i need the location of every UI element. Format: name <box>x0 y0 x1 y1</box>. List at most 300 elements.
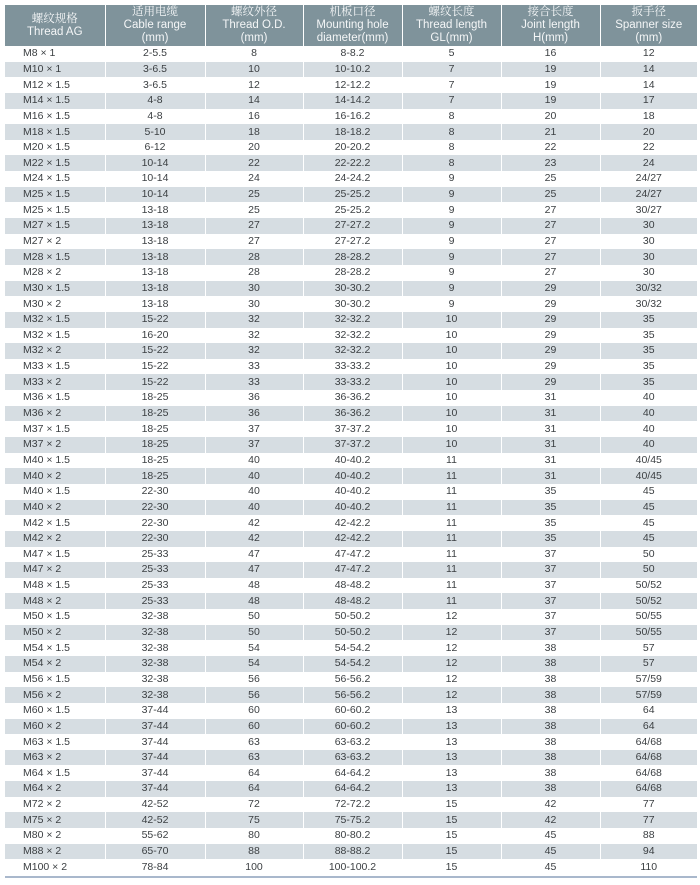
cell-thread-length-gl: 9 <box>402 202 501 218</box>
cell-cable-range: 22-30 <box>105 484 205 500</box>
table-row <box>5 109 697 125</box>
table-row <box>5 515 697 531</box>
cell-spanner-size: 57 <box>600 656 697 672</box>
cell-thread-length-gl: 7 <box>402 77 501 93</box>
cell-joint-length-h: 25 <box>501 171 600 187</box>
cell-spanner-size: 45 <box>600 484 697 500</box>
cell-mounting-hole-diameter: 30-30.2 <box>303 281 402 297</box>
cell-thread-od: 20 <box>205 140 303 156</box>
table-row <box>5 484 697 500</box>
table-row <box>5 359 697 375</box>
cell-thread-length-gl: 13 <box>402 765 501 781</box>
cell-thread-ag: M37 × 1.5 <box>5 421 105 437</box>
cell-cable-range: 3-6.5 <box>105 62 205 78</box>
column-header-zh-label: 接合长度 <box>527 6 574 18</box>
table-row <box>5 781 697 797</box>
cell-mounting-hole-diameter: 10-10.2 <box>303 62 402 78</box>
cell-cable-range: 15-22 <box>105 374 205 390</box>
cell-joint-length-h: 35 <box>501 484 600 500</box>
cell-thread-length-gl: 15 <box>402 828 501 844</box>
cell-mounting-hole-diameter: 25-25.2 <box>303 202 402 218</box>
cell-thread-ag: M22 × 1.5 <box>5 155 105 171</box>
cell-cable-range: 37-44 <box>105 781 205 797</box>
cell-cable-range: 32-38 <box>105 625 205 641</box>
cell-thread-ag: M37 × 2 <box>5 437 105 453</box>
cell-thread-length-gl: 11 <box>402 547 501 563</box>
cell-spanner-size: 30 <box>600 249 697 265</box>
table-row <box>5 218 697 234</box>
cell-cable-range: 13-18 <box>105 202 205 218</box>
cell-cable-range: 6-12 <box>105 140 205 156</box>
cell-thread-od: 36 <box>205 390 303 406</box>
cell-thread-ag: M47 × 2 <box>5 562 105 578</box>
cell-mounting-hole-diameter: 27-27.2 <box>303 218 402 234</box>
cell-joint-length-h: 38 <box>501 687 600 703</box>
table-row <box>5 672 697 688</box>
cell-thread-ag: M16 × 1.5 <box>5 109 105 125</box>
cell-joint-length-h: 29 <box>501 343 600 359</box>
cell-thread-od: 48 <box>205 578 303 594</box>
cell-cable-range: 65-70 <box>105 844 205 860</box>
cell-joint-length-h: 38 <box>501 719 600 735</box>
cell-thread-length-gl: 9 <box>402 281 501 297</box>
cell-thread-ag: M56 × 2 <box>5 687 105 703</box>
column-header-unit-label: (mm) <box>635 32 663 44</box>
cell-spanner-size: 77 <box>600 797 697 813</box>
cell-joint-length-h: 37 <box>501 609 600 625</box>
cell-spanner-size: 94 <box>600 844 697 860</box>
table-row <box>5 625 697 641</box>
table-row <box>5 374 697 390</box>
cell-joint-length-h: 27 <box>501 234 600 250</box>
cell-mounting-hole-diameter: 63-63.2 <box>303 750 402 766</box>
cell-thread-length-gl: 15 <box>402 859 501 875</box>
cell-thread-length-gl: 9 <box>402 296 501 312</box>
cell-mounting-hole-diameter: 25-25.2 <box>303 187 402 203</box>
cell-thread-od: 60 <box>205 719 303 735</box>
cell-cable-range: 37-44 <box>105 734 205 750</box>
cell-thread-length-gl: 8 <box>402 109 501 125</box>
column-header-en-label: Thread O.D. <box>222 19 286 31</box>
cell-joint-length-h: 38 <box>501 703 600 719</box>
cell-thread-ag: M54 × 1.5 <box>5 640 105 656</box>
cell-thread-od: 33 <box>205 374 303 390</box>
table-bottom-rule <box>5 876 697 878</box>
cell-joint-length-h: 37 <box>501 593 600 609</box>
cell-thread-length-gl: 15 <box>402 844 501 860</box>
cell-thread-ag: M18 × 1.5 <box>5 124 105 140</box>
cell-thread-length-gl: 11 <box>402 500 501 516</box>
table-row <box>5 609 697 625</box>
cell-mounting-hole-diameter: 14-14.2 <box>303 93 402 109</box>
cell-thread-length-gl: 8 <box>402 155 501 171</box>
table-header <box>5 5 697 46</box>
cell-spanner-size: 64/68 <box>600 765 697 781</box>
cell-thread-length-gl: 9 <box>402 187 501 203</box>
cell-joint-length-h: 38 <box>501 672 600 688</box>
cell-thread-ag: M32 × 1.5 <box>5 328 105 344</box>
cell-spanner-size: 57/59 <box>600 672 697 688</box>
cell-thread-length-gl: 11 <box>402 515 501 531</box>
cell-mounting-hole-diameter: 37-37.2 <box>303 437 402 453</box>
cell-joint-length-h: 29 <box>501 281 600 297</box>
cell-mounting-hole-diameter: 32-32.2 <box>303 343 402 359</box>
cell-thread-ag: M64 × 2 <box>5 781 105 797</box>
cell-mounting-hole-diameter: 40-40.2 <box>303 500 402 516</box>
cell-thread-od: 100 <box>205 859 303 875</box>
cell-thread-length-gl: 12 <box>402 609 501 625</box>
cell-mounting-hole-diameter: 22-22.2 <box>303 155 402 171</box>
cell-cable-range: 5-10 <box>105 124 205 140</box>
cell-thread-length-gl: 9 <box>402 234 501 250</box>
table-row <box>5 844 697 860</box>
cell-thread-length-gl: 12 <box>402 640 501 656</box>
table-row <box>5 390 697 406</box>
table-row <box>5 578 697 594</box>
cell-mounting-hole-diameter: 47-47.2 <box>303 547 402 563</box>
cell-joint-length-h: 45 <box>501 859 600 875</box>
cell-cable-range: 18-25 <box>105 406 205 422</box>
cell-spanner-size: 14 <box>600 77 697 93</box>
table-row <box>5 797 697 813</box>
table-row <box>5 77 697 93</box>
cell-mounting-hole-diameter: 64-64.2 <box>303 781 402 797</box>
cell-mounting-hole-diameter: 48-48.2 <box>303 593 402 609</box>
cell-cable-range: 15-22 <box>105 343 205 359</box>
cell-spanner-size: 45 <box>600 531 697 547</box>
cell-spanner-size: 30 <box>600 234 697 250</box>
cell-cable-range: 16-20 <box>105 328 205 344</box>
cell-spanner-size: 50/52 <box>600 593 697 609</box>
cell-thread-od: 24 <box>205 171 303 187</box>
cell-mounting-hole-diameter: 32-32.2 <box>303 328 402 344</box>
cell-thread-ag: M40 × 1.5 <box>5 484 105 500</box>
cell-joint-length-h: 42 <box>501 812 600 828</box>
column-header-zh-label: 螺纹外径 <box>231 6 277 18</box>
cell-thread-ag: M28 × 2 <box>5 265 105 281</box>
cell-cable-range: 25-33 <box>105 547 205 563</box>
cell-spanner-size: 24/27 <box>600 171 697 187</box>
column-header-zh-label: 机板口径 <box>329 6 376 18</box>
cell-spanner-size: 64/68 <box>600 750 697 766</box>
cell-spanner-size: 64 <box>600 703 697 719</box>
cell-mounting-hole-diameter: 47-47.2 <box>303 562 402 578</box>
cell-joint-length-h: 35 <box>501 515 600 531</box>
cell-cable-range: 4-8 <box>105 93 205 109</box>
cell-thread-od: 18 <box>205 124 303 140</box>
column-header-joint-length-h <box>501 5 600 46</box>
table-row <box>5 765 697 781</box>
cell-thread-length-gl: 13 <box>402 703 501 719</box>
cell-cable-range: 32-38 <box>105 640 205 656</box>
table-row <box>5 234 697 250</box>
cell-mounting-hole-diameter: 56-56.2 <box>303 672 402 688</box>
cell-cable-range: 18-25 <box>105 421 205 437</box>
table-row <box>5 265 697 281</box>
cell-cable-range: 13-18 <box>105 296 205 312</box>
table-row <box>5 859 697 875</box>
cell-cable-range: 10-14 <box>105 171 205 187</box>
cell-spanner-size: 64/68 <box>600 734 697 750</box>
cell-thread-od: 22 <box>205 155 303 171</box>
cell-spanner-size: 88 <box>600 828 697 844</box>
column-header-cable-range <box>105 5 205 46</box>
cell-cable-range: 15-22 <box>105 359 205 375</box>
cell-mounting-hole-diameter: 54-54.2 <box>303 656 402 672</box>
cell-thread-length-gl: 10 <box>402 390 501 406</box>
cell-thread-od: 32 <box>205 343 303 359</box>
cell-joint-length-h: 31 <box>501 406 600 422</box>
cell-spanner-size: 24 <box>600 155 697 171</box>
cell-spanner-size: 64/68 <box>600 781 697 797</box>
cell-cable-range: 10-14 <box>105 187 205 203</box>
cell-cable-range: 32-38 <box>105 656 205 672</box>
cell-joint-length-h: 35 <box>501 531 600 547</box>
cell-spanner-size: 35 <box>600 374 697 390</box>
cell-thread-od: 56 <box>205 687 303 703</box>
cell-mounting-hole-diameter: 80-80.2 <box>303 828 402 844</box>
cell-thread-ag: M42 × 1.5 <box>5 515 105 531</box>
cell-thread-length-gl: 12 <box>402 687 501 703</box>
column-header-zh-label: 扳手径 <box>631 6 666 18</box>
table-row <box>5 421 697 437</box>
cell-spanner-size: 64 <box>600 719 697 735</box>
cell-thread-ag: M12 × 1.5 <box>5 77 105 93</box>
column-header-thread-ag <box>5 5 105 46</box>
cell-thread-od: 40 <box>205 453 303 469</box>
cell-mounting-hole-diameter: 40-40.2 <box>303 468 402 484</box>
cell-thread-od: 37 <box>205 421 303 437</box>
header-row <box>5 5 697 46</box>
cell-joint-length-h: 27 <box>501 249 600 265</box>
cell-joint-length-h: 38 <box>501 734 600 750</box>
table-row <box>5 171 697 187</box>
cell-thread-length-gl: 12 <box>402 656 501 672</box>
cell-thread-od: 72 <box>205 797 303 813</box>
cell-cable-range: 4-8 <box>105 109 205 125</box>
cell-mounting-hole-diameter: 64-64.2 <box>303 765 402 781</box>
cell-joint-length-h: 38 <box>501 640 600 656</box>
cell-spanner-size: 17 <box>600 93 697 109</box>
cell-thread-od: 28 <box>205 249 303 265</box>
cell-thread-od: 54 <box>205 640 303 656</box>
cell-joint-length-h: 31 <box>501 421 600 437</box>
cell-cable-range: 42-52 <box>105 812 205 828</box>
cell-cable-range: 25-33 <box>105 593 205 609</box>
cell-thread-od: 27 <box>205 218 303 234</box>
cell-cable-range: 22-30 <box>105 500 205 516</box>
thread-spec-table-container <box>5 5 697 875</box>
table-row <box>5 296 697 312</box>
cell-thread-ag: M33 × 1.5 <box>5 359 105 375</box>
cell-thread-length-gl: 7 <box>402 62 501 78</box>
cell-spanner-size: 50/55 <box>600 609 697 625</box>
cell-mounting-hole-diameter: 100-100.2 <box>303 859 402 875</box>
cell-thread-ag: M47 × 1.5 <box>5 547 105 563</box>
table-row <box>5 140 697 156</box>
cell-spanner-size: 45 <box>600 515 697 531</box>
cell-joint-length-h: 27 <box>501 265 600 281</box>
cell-thread-od: 25 <box>205 202 303 218</box>
cell-thread-od: 12 <box>205 77 303 93</box>
cell-spanner-size: 40 <box>600 437 697 453</box>
cell-thread-ag: M50 × 2 <box>5 625 105 641</box>
cell-spanner-size: 57 <box>600 640 697 656</box>
column-header-unit-label: (mm) <box>141 32 169 44</box>
cell-mounting-hole-diameter: 40-40.2 <box>303 453 402 469</box>
cell-thread-ag: M24 × 1.5 <box>5 171 105 187</box>
cell-spanner-size: 45 <box>600 500 697 516</box>
cell-spanner-size: 40/45 <box>600 468 697 484</box>
cell-thread-ag: M48 × 1.5 <box>5 578 105 594</box>
cell-mounting-hole-diameter: 18-18.2 <box>303 124 402 140</box>
cell-joint-length-h: 38 <box>501 765 600 781</box>
cell-thread-ag: M56 × 1.5 <box>5 672 105 688</box>
table-row <box>5 249 697 265</box>
cell-joint-length-h: 16 <box>501 46 600 62</box>
cell-thread-od: 60 <box>205 703 303 719</box>
cell-thread-ag: M36 × 1.5 <box>5 390 105 406</box>
cell-spanner-size: 50 <box>600 562 697 578</box>
cell-cable-range: 78-84 <box>105 859 205 875</box>
thread-spec-table <box>5 5 697 875</box>
cell-cable-range: 22-30 <box>105 531 205 547</box>
cell-thread-ag: M33 × 2 <box>5 374 105 390</box>
column-header-thread-length-gl <box>402 5 501 46</box>
cell-joint-length-h: 29 <box>501 296 600 312</box>
cell-mounting-hole-diameter: 37-37.2 <box>303 421 402 437</box>
cell-thread-ag: M40 × 2 <box>5 500 105 516</box>
cell-thread-ag: M80 × 2 <box>5 828 105 844</box>
cell-mounting-hole-diameter: 48-48.2 <box>303 578 402 594</box>
cell-thread-ag: M72 × 2 <box>5 797 105 813</box>
cell-thread-od: 25 <box>205 187 303 203</box>
cell-thread-length-gl: 9 <box>402 218 501 234</box>
cell-thread-length-gl: 11 <box>402 468 501 484</box>
cell-spanner-size: 30 <box>600 265 697 281</box>
cell-thread-length-gl: 11 <box>402 578 501 594</box>
cell-joint-length-h: 23 <box>501 155 600 171</box>
cell-thread-od: 63 <box>205 750 303 766</box>
cell-joint-length-h: 19 <box>501 93 600 109</box>
cell-thread-od: 50 <box>205 625 303 641</box>
cell-thread-od: 50 <box>205 609 303 625</box>
cell-thread-od: 42 <box>205 515 303 531</box>
cell-cable-range: 37-44 <box>105 750 205 766</box>
cell-mounting-hole-diameter: 40-40.2 <box>303 484 402 500</box>
cell-thread-length-gl: 10 <box>402 437 501 453</box>
column-header-zh-label: 适用电缆 <box>132 6 178 18</box>
table-row <box>5 656 697 672</box>
cell-spanner-size: 14 <box>600 62 697 78</box>
cell-thread-ag: M100 × 2 <box>5 859 105 875</box>
cell-joint-length-h: 29 <box>501 359 600 375</box>
cell-thread-ag: M27 × 2 <box>5 234 105 250</box>
cell-mounting-hole-diameter: 36-36.2 <box>303 406 402 422</box>
cell-joint-length-h: 29 <box>501 312 600 328</box>
cell-thread-od: 16 <box>205 109 303 125</box>
table-row <box>5 500 697 516</box>
cell-thread-ag: M27 × 1.5 <box>5 218 105 234</box>
cell-mounting-hole-diameter: 60-60.2 <box>303 703 402 719</box>
cell-thread-length-gl: 8 <box>402 140 501 156</box>
cell-cable-range: 25-33 <box>105 578 205 594</box>
cell-spanner-size: 12 <box>600 46 697 62</box>
table-row <box>5 547 697 563</box>
cell-thread-od: 40 <box>205 468 303 484</box>
column-header-unit-label: (mm) <box>240 32 268 44</box>
cell-thread-length-gl: 10 <box>402 406 501 422</box>
cell-mounting-hole-diameter: 16-16.2 <box>303 109 402 125</box>
cell-thread-length-gl: 8 <box>402 124 501 140</box>
cell-cable-range: 22-30 <box>105 515 205 531</box>
table-row <box>5 312 697 328</box>
cell-thread-ag: M32 × 2 <box>5 343 105 359</box>
cell-mounting-hole-diameter: 28-28.2 <box>303 265 402 281</box>
cell-mounting-hole-diameter: 42-42.2 <box>303 515 402 531</box>
table-row <box>5 593 697 609</box>
cell-thread-ag: M42 × 2 <box>5 531 105 547</box>
cell-mounting-hole-diameter: 56-56.2 <box>303 687 402 703</box>
cell-spanner-size: 40 <box>600 390 697 406</box>
cell-thread-length-gl: 13 <box>402 750 501 766</box>
cell-mounting-hole-diameter: 36-36.2 <box>303 390 402 406</box>
cell-joint-length-h: 31 <box>501 390 600 406</box>
table-row <box>5 640 697 656</box>
column-header-en-label: Thread AG <box>26 25 83 38</box>
cell-joint-length-h: 27 <box>501 202 600 218</box>
cell-joint-length-h: 35 <box>501 500 600 516</box>
cell-thread-od: 75 <box>205 812 303 828</box>
table-row <box>5 531 697 547</box>
table-body <box>5 46 697 875</box>
column-header-en-label: Joint length <box>521 19 580 31</box>
cell-thread-ag: M40 × 2 <box>5 468 105 484</box>
cell-thread-ag: M25 × 1.5 <box>5 202 105 218</box>
cell-mounting-hole-diameter: 50-50.2 <box>303 625 402 641</box>
cell-thread-od: 33 <box>205 359 303 375</box>
cell-cable-range: 55-62 <box>105 828 205 844</box>
table-row <box>5 202 697 218</box>
cell-thread-length-gl: 9 <box>402 249 501 265</box>
cell-mounting-hole-diameter: 33-33.2 <box>303 359 402 375</box>
cell-cable-range: 3-6.5 <box>105 77 205 93</box>
table-row <box>5 812 697 828</box>
table-row <box>5 453 697 469</box>
cell-mounting-hole-diameter: 24-24.2 <box>303 171 402 187</box>
cell-cable-range: 13-18 <box>105 218 205 234</box>
cell-spanner-size: 50/55 <box>600 625 697 641</box>
cell-cable-range: 37-44 <box>105 703 205 719</box>
cell-thread-od: 56 <box>205 672 303 688</box>
cell-cable-range: 18-25 <box>105 453 205 469</box>
cell-cable-range: 10-14 <box>105 155 205 171</box>
cell-thread-length-gl: 10 <box>402 374 501 390</box>
cell-thread-ag: M36 × 2 <box>5 406 105 422</box>
cell-thread-length-gl: 13 <box>402 719 501 735</box>
table-row <box>5 468 697 484</box>
cell-thread-length-gl: 11 <box>402 531 501 547</box>
cell-mounting-hole-diameter: 12-12.2 <box>303 77 402 93</box>
cell-thread-od: 88 <box>205 844 303 860</box>
cell-joint-length-h: 38 <box>501 656 600 672</box>
cell-joint-length-h: 22 <box>501 140 600 156</box>
cell-joint-length-h: 45 <box>501 844 600 860</box>
cell-thread-od: 64 <box>205 781 303 797</box>
cell-thread-ag: M32 × 1.5 <box>5 312 105 328</box>
table-row <box>5 719 697 735</box>
cell-thread-ag: M20 × 1.5 <box>5 140 105 156</box>
